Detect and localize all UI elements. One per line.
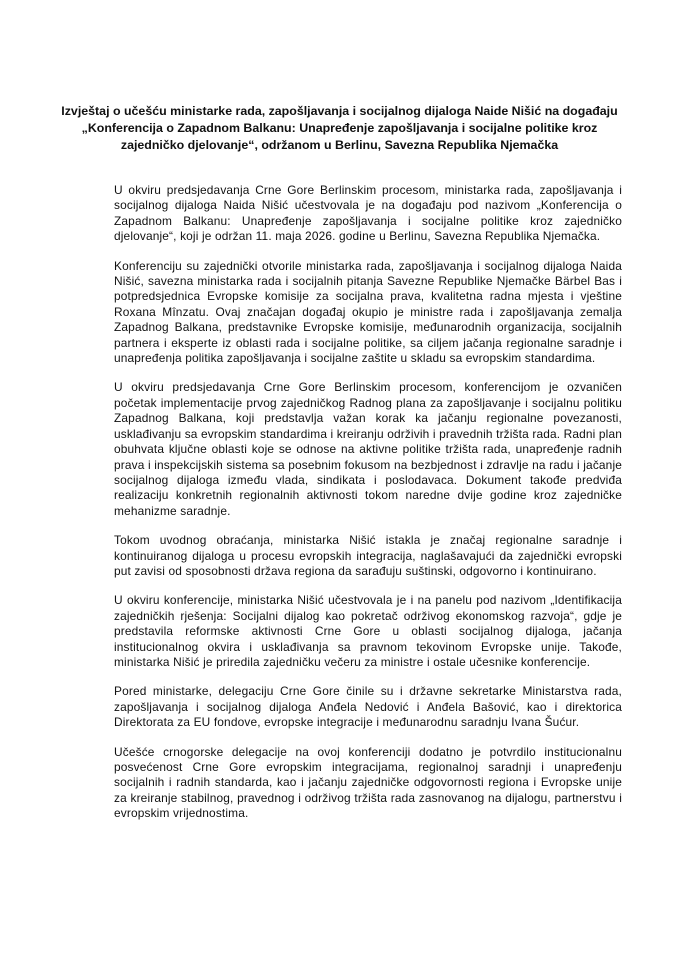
- document-body: [114, 183, 622, 836]
- paragraph-opening: Konferenciju su zajednički otvorile ministarka rada, zapošljavanja i socijalnog dijaloga Naida Nišić, savezna ministarka rada i socijalnih pitanja Savezne Republike Njemačke Bärbel Bas i potpredsjednica Evropske komisije za socijalna prava, kvalitetna radna mjesta i vještine Roxana Mînzatu. Ovaj značajan događaj okupio je ministre rada i zapošljavanja zemalja Zapadnog Balkana, predstavnike Evropske komisije, međunarodnih organizacija, socijalnih partnera i eksperte iz oblasti rada i socijalne politike, sa ciljem jačanja regionalne saradnje i unapređenja politika zapošljavanja i socijalne zaštite u skladu sa evropskim standardima.: [114, 258, 622, 366]
- paragraph-work-plan: U okviru predsjedavanja Crne Gore Berlinskim procesom, konferencijom je ozvaničen početak implementacije prvog zajedničkog Radnog plana za zapošljavanje i socijalnu politiku Zapadnog Balkana, koji predstavlja važan korak ka jačanju regionalne povezanosti, usklađivanju sa evropskim standardima i kreiranju održivih i pravednih tržišta rada. Radni plan obuhvata ključne oblasti koje se odnose na aktivne politike tržišta rada, unapređenje radnih prava i inspekcijskih sistema sa posebnim fokusom na bezbjednost i zdravlje na radu i jačanje socijalnog dijaloga između vlada, sindikata i poslodavaca. Dokument takođe predviđa realizaciju konkretnih regionalnih aktivnosti tokom naredne dvije godine kroz zajedničke mehanizme saradnje.: [114, 380, 622, 518]
- paragraph-intro: U okviru predsjedavanja Crne Gore Berlinskim procesom, ministarka rada, zapošljavanja i socijalnog dijaloga Naida Nišić učestvovala je na događaju pod nazivom „Konferencija o Zapadnom Balkanu: Unapređenje zapošljavanja i socijalne politike kroz zajedničko djelovanje“, koji je održan 11. maja 2026. godine u Berlinu, Savezna Republika Njemačka.: [114, 183, 622, 244]
- paragraph-panel: U okviru konferencije, ministarka Nišić učestvovala je i na panelu pod nazivom „Identifikacija zajedničkih rješenja: Socijalni dijalog kao pokretač održivog ekonomskog razvoja“, gdje je predstavila reformske aktivnosti Crne Gore u oblasti socijalnog dijaloga, jačanja institucionalnog okvira i usklađivanja sa pravnom tekovinom Evropske unije. Takođe, ministarka Nišić je priredila zajedničku večeru za ministre i ostale učesnike konferencije.: [114, 593, 622, 669]
- paragraph-address: Tokom uvodnog obraćanja, ministarka Nišić istakla je značaj regionalne saradnje i kontinuiranog dijaloga u procesu evropskih integracija, naglašavajući da zajednički evropski put zavisi od sposobnosti država regiona da sarađuju suštinski, odgovorno i kontinuirano.: [114, 533, 622, 578]
- paragraph-conclusion: Učešće crnogorske delegacije na ovoj konferenciji dodatno je potvrdilo institucionalnu posvećenost Crne Gore evropskim integracijama, regionalnoj saradnji i unapređenju socijalnih i radnih standarda, kao i jačanju zajedničke odgovornosti regiona i Evropske unije za kreiranje stabilnog, pravednog i održivog tržišta rada zasnovanog na dijalogu, partnerstvu i evropskim vrijednostima.: [114, 744, 622, 821]
- paragraph-delegation: Pored ministarke, delegaciju Crne Gore činile su i državne sekretarke Ministarstva rada, zapošljavanja i socijalnog dijaloga Anđela Nedović i Anđela Bašović, kao i direktorica Direktorata za EU fondove, evropske integracije i međunarodnu saradnju Ivana Šućur.: [114, 684, 622, 730]
- document-title: Izvještaj o učešću ministarke rada, zapošljavanja i socijalnog dijaloga Naide Nišić na događaju „Konferencija o Zapadnom Balkanu: Unapređenje zapošljavanja i socijalne politike kroz zajedničko djelovanje“, održanom u Berlinu, Savezna Republika Njemačka: [61, 104, 618, 152]
